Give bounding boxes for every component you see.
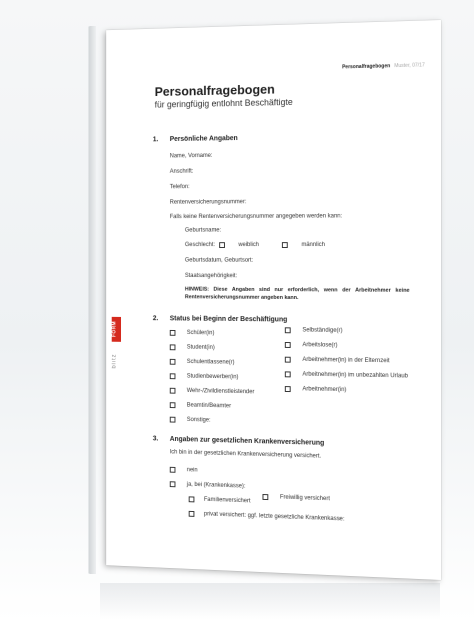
yes-checkbox[interactable]	[170, 481, 176, 487]
voluntary-insured-checkbox[interactable]	[262, 494, 268, 500]
status-left-checkbox-4[interactable]	[170, 388, 176, 394]
no-label: nein	[186, 467, 198, 474]
status-right-checkbox-2[interactable]	[285, 357, 291, 363]
address-label: Anschrift:	[169, 168, 194, 175]
header-date: Muster, 07/17	[394, 62, 425, 70]
status-left-checkbox-2[interactable]	[170, 359, 176, 365]
insurance-intro: Ich bin in der gesetzlichen Krankenversicherung versichert.	[169, 449, 322, 460]
status-left-label-5: Beamtin/Beamter	[186, 402, 232, 410]
status-right-label-1: Arbeitslose(r)	[302, 342, 338, 349]
phone-label: Telefon:	[169, 184, 190, 191]
section3-title: Angaben zur gesetzlichen Krankenversicherung	[169, 435, 325, 447]
status-right-label-0: Selbständige(r)	[302, 327, 343, 334]
hint-note: HINWEIS: Diese Angaben sind nur erforderlich, wenn der Arbeitnehmer keine Rentenversicherungsnummer angeben kann.	[184, 286, 410, 301]
section1-title: Persönliche Angaben	[169, 135, 238, 143]
status-left-label-4: Wehr-/Zivildienstleistender	[186, 388, 255, 396]
no-pension-number-label: Falls keine Rentenversicherungsnummer angegeben werden kann:	[169, 213, 343, 221]
status-left-label-1: Student(in)	[186, 344, 215, 351]
status-right-checkbox-1[interactable]	[285, 342, 291, 348]
pension-number-label: Rentenversicherungsnummer:	[169, 199, 247, 206]
status-left-label-6: Sonstige:	[186, 417, 211, 424]
status-right-label-4: Arbeitnehmer(in)	[302, 386, 347, 394]
gender-label: Geschlecht:	[184, 242, 216, 249]
page-reflection	[100, 583, 440, 619]
page-container	[96, 20, 441, 580]
no-checkbox[interactable]	[170, 467, 176, 473]
private-insured-label: privat versichert: ggf. letzte gesetzliche Krankenkasse:	[203, 511, 345, 523]
section1-number: 1.	[152, 136, 159, 144]
female-label: weiblich	[238, 242, 259, 249]
female-checkbox[interactable]	[219, 242, 225, 248]
nationality-label: Staatsangehörigkeit:	[184, 273, 238, 280]
status-left-label-0: Schüler(in)	[186, 330, 215, 337]
status-right-checkbox-4[interactable]	[285, 386, 291, 392]
brand-logo	[112, 317, 121, 384]
family-insured-checkbox[interactable]	[189, 496, 195, 502]
birth-date-place-label: Geburtsdatum, Geburtsort:	[184, 257, 254, 264]
status-right-label-3: Arbeitnehmer(in) im unbezahlten Urlaub	[302, 371, 409, 380]
page-subtitle: für geringfügig entlohnt Beschäftigte	[154, 97, 293, 110]
brand-blitz: blitz	[111, 353, 118, 369]
page-edge	[88, 26, 96, 574]
birth-name-label: Geburtsname:	[184, 227, 222, 234]
section2-number: 2.	[152, 315, 159, 323]
status-left-checkbox-6[interactable]	[170, 417, 176, 423]
header-tag	[342, 62, 425, 70]
status-left-label-2: Schulentlassene(r)	[186, 359, 235, 366]
family-insured-label: Familienversichert	[203, 496, 251, 505]
page-title: Personalfragebogen	[154, 81, 275, 99]
document-page	[106, 20, 441, 580]
status-left-checkbox-5[interactable]	[170, 402, 176, 408]
name-label: Name, Vorname:	[169, 152, 213, 160]
status-right-checkbox-3[interactable]	[285, 371, 291, 377]
male-label: männlich	[301, 242, 325, 249]
status-right-checkbox-0[interactable]	[285, 327, 291, 333]
yes-label: ja, bei (Krankenkasse):	[186, 481, 246, 490]
section3-number: 3.	[152, 435, 159, 443]
status-left-label-3: Studienbewerber(in)	[186, 373, 239, 381]
status-left-checkbox-0[interactable]	[170, 330, 176, 336]
section2-title: Status bei Beginn der Beschäftigung	[169, 315, 288, 324]
private-insured-checkbox[interactable]	[189, 511, 195, 517]
status-left-checkbox-1[interactable]	[170, 344, 176, 350]
voluntary-insured-label: Freiwillig versichert	[279, 494, 330, 503]
status-right-label-2: Arbeitnehmer(in) in der Elternzeit	[302, 356, 390, 365]
male-checkbox[interactable]	[282, 242, 288, 248]
header-label: Personalfragebogen	[342, 63, 391, 71]
status-left-checkbox-3[interactable]	[170, 373, 176, 379]
brand-form: FORM	[112, 317, 121, 342]
